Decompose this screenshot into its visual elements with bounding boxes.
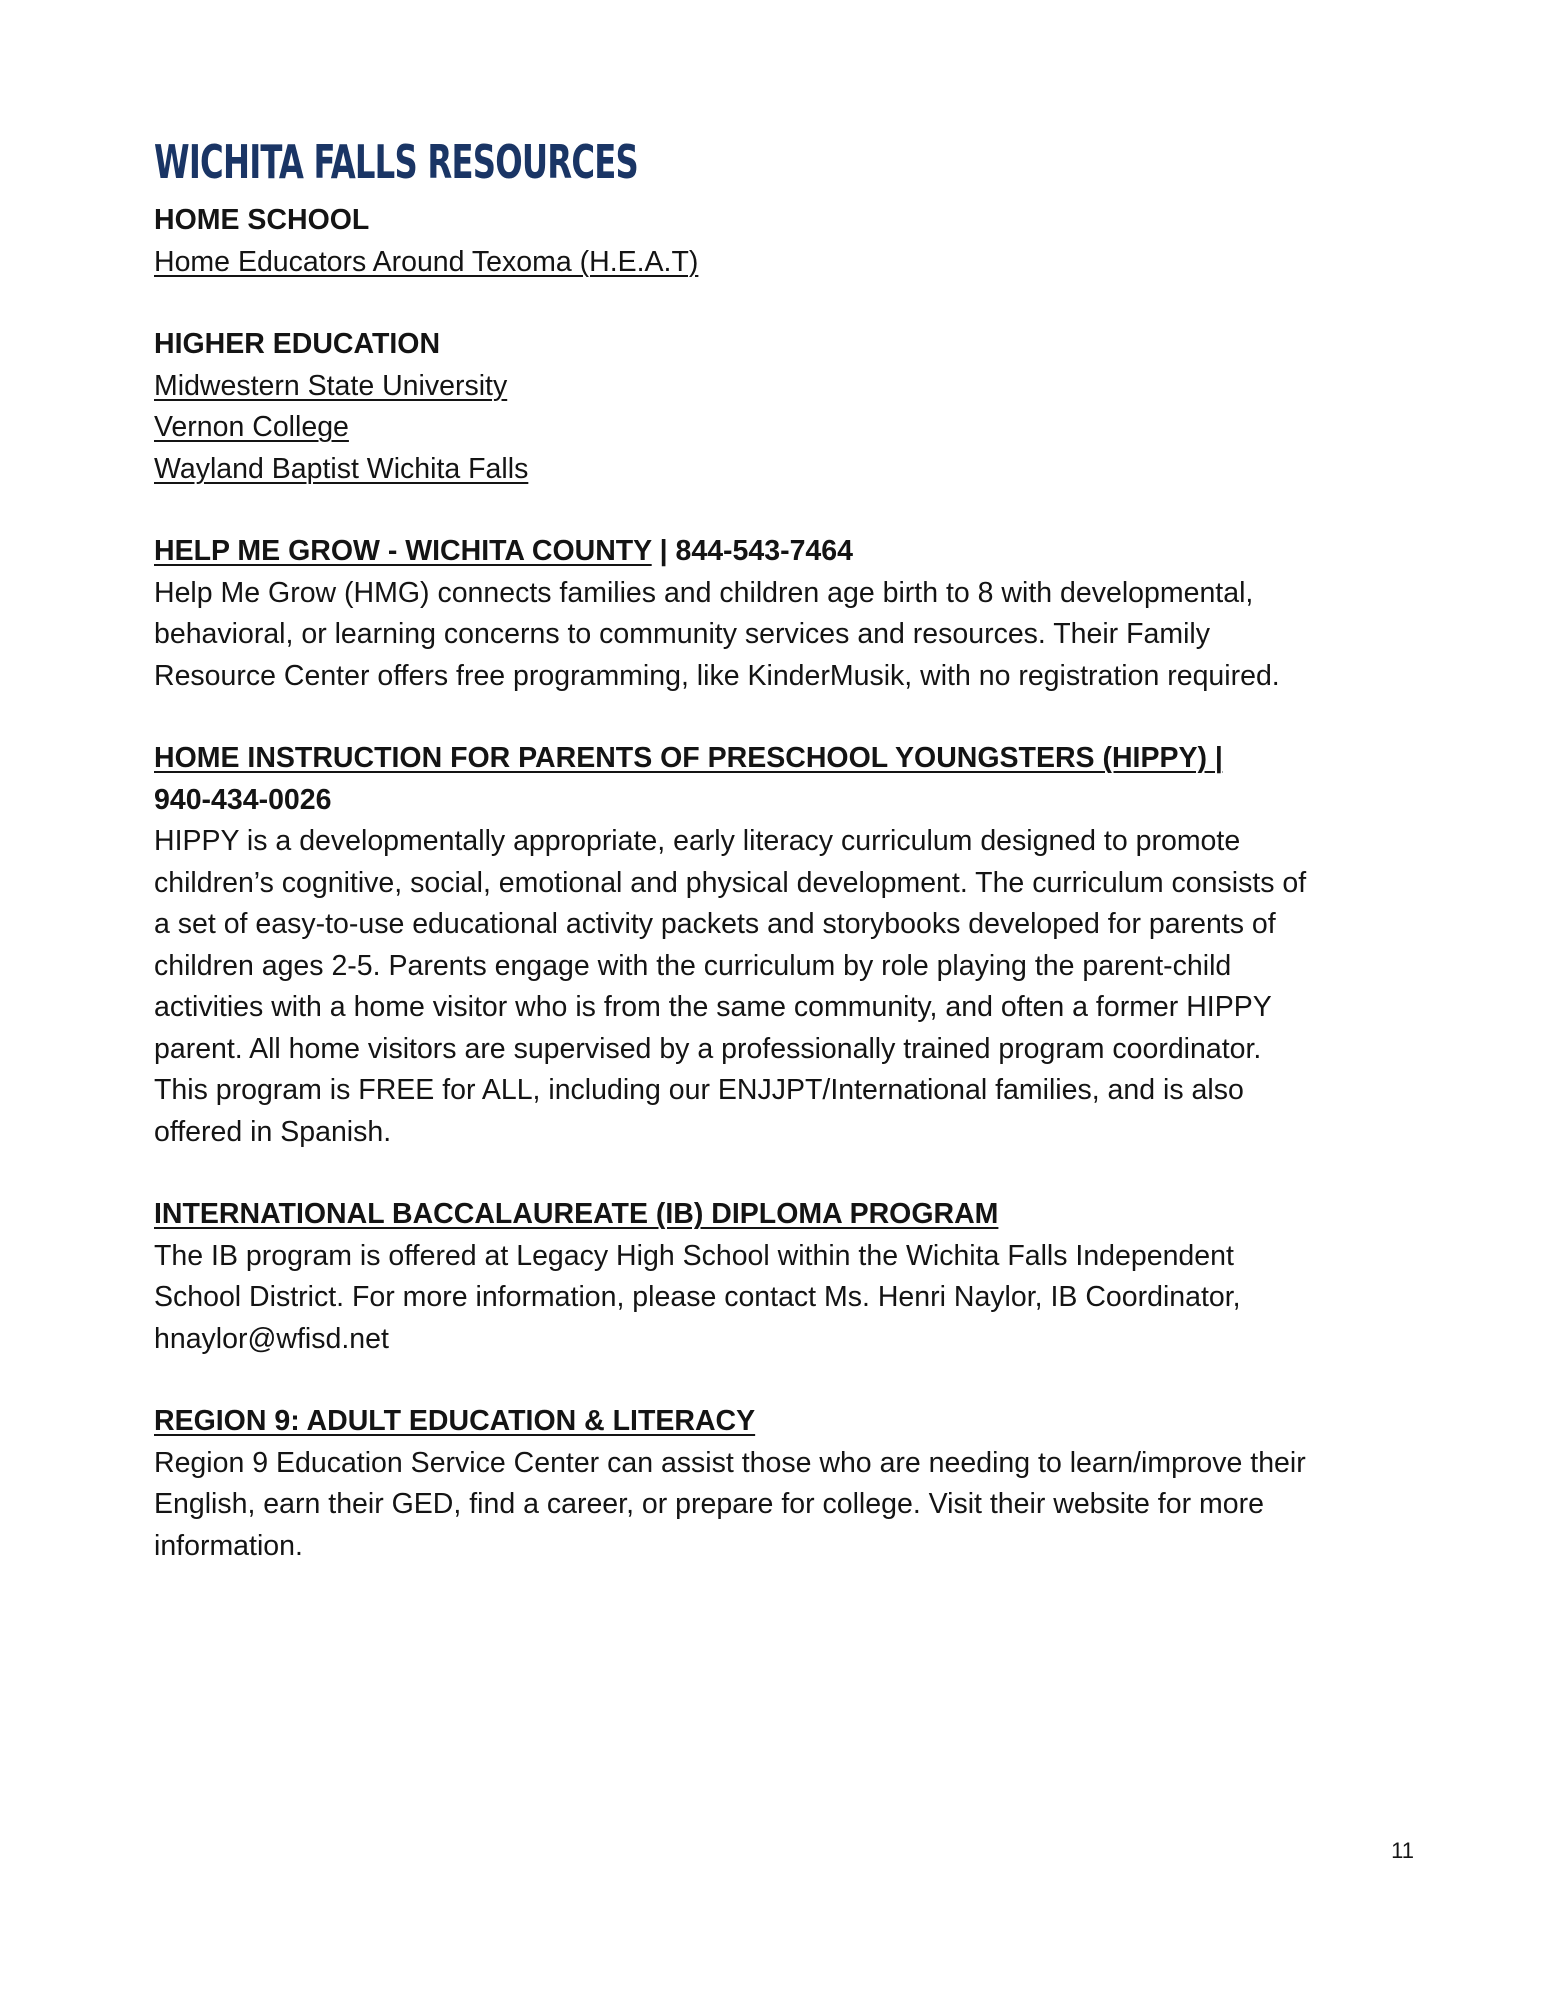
section-home-school [154,200,1399,283]
page-title: WICHITA FALLS RESOURCES [154,135,639,189]
paragraph-line: parent. All home visitors are supervised by a professionally trained program coordinator. [154,1032,1262,1065]
paragraph-line: a set of easy-to-use educational activity packets and storybooks developed for parents of [154,908,1276,940]
paragraph-line: children ages 2-5. Parents engage with the curriculum by role playing the parent-child [154,949,1232,982]
paragraph-line: Region 9 Education Service Center can assist those who are needing to learn/improve their [154,1446,1306,1479]
section-heading-hippy [154,738,1399,780]
paragraph-line: activities with a home visitor who is from the same community, and often a former HIPPY [154,991,1272,1023]
section-heading-higher-education: HIGHER EDUCATION [154,328,441,360]
link-help-me-grow[interactable]: HELP ME GROW - WICHITA COUNTY [154,535,652,567]
page-content [154,132,1399,1608]
paragraph-line: information. [154,1529,303,1562]
section-heading-help-me-grow [154,531,1399,573]
paragraph-line: English, earn their GED, find a career, or prepare for college. Visit their website for more [154,1488,1264,1520]
link-ib-diploma-program[interactable]: INTERNATIONAL BACCALAUREATE (IB) DIPLOMA PROGRAM [154,1198,999,1230]
link-vernon-college[interactable]: Vernon College [154,411,349,443]
paragraph-line: hnaylor@wfisd.net [154,1322,389,1355]
paragraph-line: behavioral, or learning concerns to community services and resources. Their Family [154,618,1211,650]
paragraph-line: children’s cognitive, social, emotional and physical development. The curriculum consists of [154,866,1307,899]
section-region-9 [154,1401,1399,1567]
link-midwestern-state-university[interactable]: Midwestern State University [154,369,508,402]
section-heading-ib [154,1194,1399,1236]
link-region-9[interactable]: REGION 9: ADULT EDUCATION & LITERACY [154,1405,756,1437]
paragraph-line: The IB program is offered at Legacy High School within the Wichita Falls Independent [154,1239,1234,1272]
section-heading-region-9 [154,1401,1399,1443]
link-wayland-baptist[interactable]: Wayland Baptist Wichita Falls [154,452,529,485]
paragraph-line: Resource Center offers free programming, like KinderMusik, with no registration required. [154,659,1280,692]
link-heat[interactable]: Home Educators Around Texoma (H.E.A.T) [154,245,699,278]
paragraph-line: offered in Spanish. [154,1115,392,1148]
hippy-phone: 940-434-0026 [154,783,332,816]
help-me-grow-phone: | 844-543-7464 [651,535,853,567]
section-help-me-grow [154,531,1399,697]
paragraph-line: This program is FREE for ALL, including our ENJJPT/International families, and is also [154,1074,1244,1106]
section-hippy [154,738,1399,1153]
paragraph-line: School District. For more information, please contact Ms. Henri Naylor, IB Coordinator, [154,1281,1241,1313]
section-ib [154,1194,1399,1360]
page-number: 11 [1391,1838,1414,1863]
paragraph-line: HIPPY is a developmentally appropriate, early literacy curriculum designed to promote [154,825,1241,857]
section-heading-home-school: HOME SCHOOL [154,204,370,236]
section-higher-education [154,324,1399,490]
link-hippy[interactable]: HOME INSTRUCTION FOR PARENTS OF PRESCHOOL YOUNGSTERS (HIPPY) | [154,742,1223,774]
paragraph-line: Help Me Grow (HMG) connects families and children age birth to 8 with developmental, [154,576,1254,609]
